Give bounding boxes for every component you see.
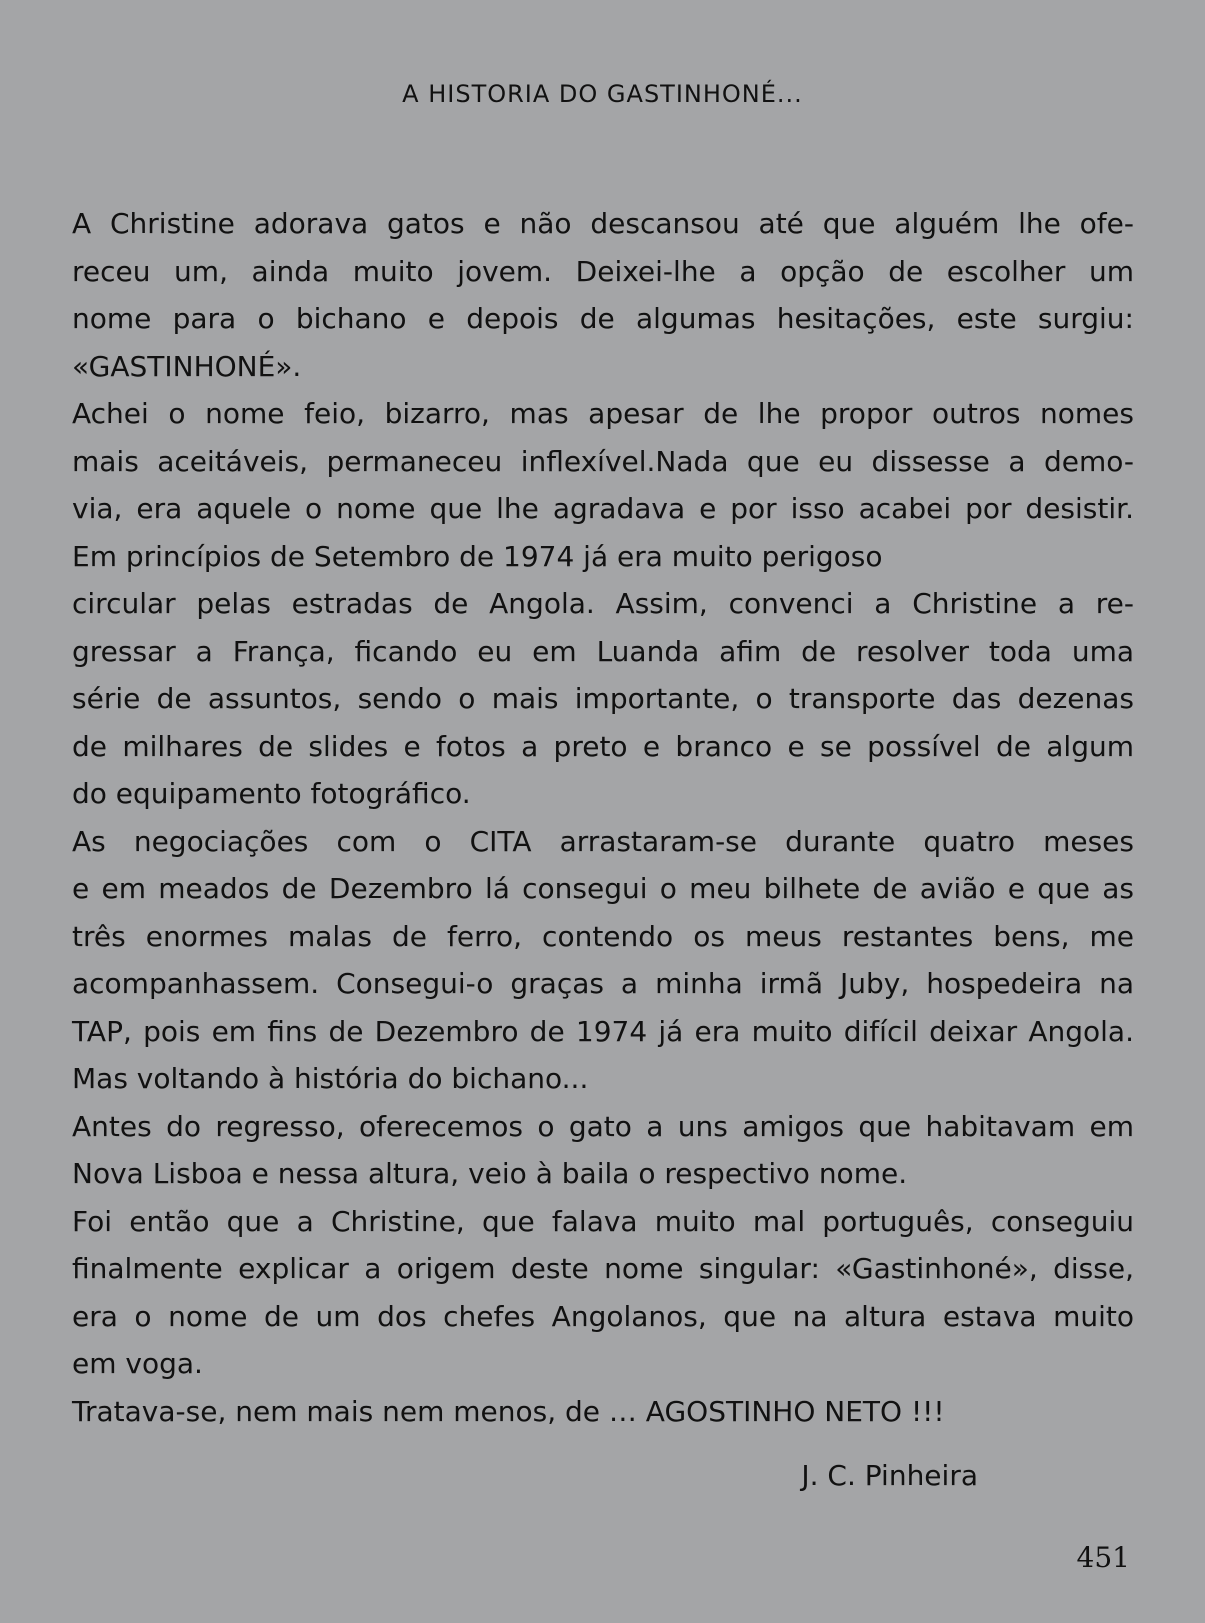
text-line: Achei o nome feio, bizarro, mas apesar de lhe propor outros nomes	[72, 397, 1134, 430]
text-line: Tratava-se, nem mais nem menos, de … AGOSTINHO NETO !!!	[72, 1394, 945, 1428]
text-line: receu um, ainda muito jovem. Deixei-lhe a opção de escolher um	[72, 254, 1134, 288]
text-line: circular pelas estradas de Angola. Assim, convenci a Christine a re-	[72, 587, 1134, 620]
text-line: acompanhassem. Consegui-o graças a minha irmã Juby, hospedeira na	[72, 967, 1134, 1000]
text-line: Nova Lisboa e nessa altura, veio à baila o respectivo nome.	[72, 1157, 908, 1190]
text-line: gressar a França, ficando eu em Luanda afim de resolver toda uma	[72, 634, 1134, 668]
text-line: três enormes malas de ferro, contendo os meus restantes bens, me	[72, 919, 1134, 953]
text-line: série de assuntos, sendo o mais importante, o transporte das dezenas	[72, 682, 1134, 715]
text-line: via, era aquele o nome que lhe agradava e por isso acabei por desistir.	[72, 492, 1134, 525]
text-line: As negociações com o CITA arrastaram-se durante quatro meses	[72, 824, 1134, 858]
text-line: nome para o bichano e depois de algumas hesitações, este surgiu:	[72, 302, 1134, 335]
text-line: Em princípios de Setembro de 1974 já era muito perigoso	[72, 539, 883, 573]
text-line: de milhares de slides e fotos a preto e branco e se possível de algum	[72, 729, 1134, 763]
text-line: A Christine adorava gatos e não descansou até que alguém lhe ofe-	[72, 207, 1134, 240]
text-line: Foi então que a Christine, que falava muito mal português, conseguiu	[72, 1204, 1134, 1238]
story-text	[72, 200, 1134, 1435]
text-line: era o nome de um dos chefes Angolanos, que na altura estava muito	[72, 1299, 1134, 1333]
text-line: TAP, pois em fins de Dezembro de 1974 já era muito difícil deixar Angola.	[72, 1014, 1134, 1048]
author-signature: J. C. Pinheira	[801, 1459, 978, 1492]
page-title: A HISTORIA DO GASTINHONÉ...	[402, 80, 803, 108]
text-line: «GASTINHONÉ».	[72, 349, 302, 383]
text-line: do equipamento fotográfico.	[72, 777, 471, 810]
text-line: Mas voltando à história do bichano...	[72, 1062, 589, 1095]
text-line: finalmente explicar a origem deste nome singular: «Gastinhoné», disse,	[72, 1252, 1134, 1285]
text-line: mais aceitáveis, permaneceu inflexível.Nada que eu dissesse a demo-	[72, 444, 1134, 478]
page-number: 451	[1076, 1541, 1130, 1574]
text-line: em voga.	[72, 1347, 203, 1380]
text-line: Antes do regresso, oferecemos o gato a uns amigos que habitavam em	[72, 1109, 1134, 1143]
text-line: e em meados de Dezembro lá consegui o meu bilhete de avião e que as	[72, 872, 1134, 905]
